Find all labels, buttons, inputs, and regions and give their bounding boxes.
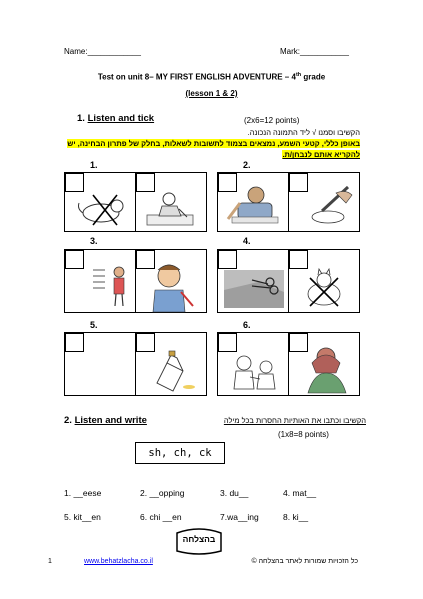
word-item-3[interactable]: 3. du__ — [220, 488, 249, 498]
picture-panel-4 — [217, 249, 360, 313]
panel-5-illustrations — [65, 333, 206, 395]
word-item-2[interactable]: 2. __opping — [140, 488, 185, 498]
item-label-4: 4. — [243, 236, 251, 246]
picture-panel-6 — [217, 332, 360, 396]
website-link[interactable]: www.behatzlacha.co.il — [84, 558, 153, 565]
item-label-6: 6. — [243, 320, 251, 330]
hand-with-pen-picture — [312, 187, 352, 223]
item-label-3: 3. — [90, 236, 98, 246]
boy-with-pencil-picture — [153, 265, 193, 312]
name-field-label: Name:____________ — [64, 47, 141, 56]
title-grade: grade — [301, 72, 326, 82]
mark-field-label: Mark:___________ — [280, 47, 349, 56]
item-label-1: 1. — [90, 160, 98, 170]
picture-panel-5 — [64, 332, 207, 396]
letter-options-box: sh, ch, ck — [135, 442, 225, 464]
panel-2-illustrations — [218, 173, 359, 231]
sleeping-dog-crossed-picture — [79, 195, 124, 225]
behatzlacha-logo — [174, 527, 224, 555]
word-item-6[interactable]: 6. chi __en — [140, 512, 182, 522]
word-item-4[interactable]: 4. mat__ — [283, 488, 317, 498]
word-item-8[interactable]: 8. ki__ — [283, 512, 309, 522]
picture-panel-3 — [64, 249, 207, 313]
item-label-5: 5. — [90, 320, 98, 330]
section1-note-line2: להקריא אותם לנבחן/ת. — [282, 150, 360, 159]
page-number: 1 — [48, 558, 52, 565]
picture-panel-2 — [217, 172, 360, 232]
word-item-5[interactable]: 5. kit__en — [64, 512, 101, 522]
panel-3-illustrations — [65, 250, 206, 312]
section2-number: 2. — [64, 415, 72, 426]
panel-6-illustrations — [218, 333, 359, 395]
picture-panel-1 — [64, 172, 207, 232]
logo-text: בהצלחה — [182, 534, 216, 544]
page-subtitle: (lesson 1 & 2) — [185, 89, 238, 98]
section2-title: Listen and write — [74, 415, 147, 426]
cat-crossed-picture — [308, 269, 340, 306]
section1-instruction: הקשיבו וסמנו √ ליד התמונה הנכונה. — [247, 128, 360, 137]
section1-note-line1: באופן כללי, קטעי השמע, נמצאים בצמוד לתשובות לשאלות, בחלק של פתרון הבחינה, יש — [67, 139, 360, 148]
title-superscript: th — [295, 72, 302, 78]
child-writing-picture — [147, 193, 193, 225]
copyright-notice: כל הזכויות שמורות לאתר בהצלחה © — [251, 558, 358, 565]
section1-heading — [77, 113, 154, 124]
children-playing-picture — [234, 356, 275, 389]
word-item-7[interactable]: 7.wa__ing — [220, 512, 259, 522]
girl-reading-list-picture — [93, 267, 124, 306]
item-label-2: 2. — [243, 160, 251, 170]
glue-bottle-picture — [157, 351, 195, 391]
section2-heading — [64, 415, 147, 426]
section2-instruction: הקשיבו וכתבו את האותיות החסרות בכל מילה — [223, 416, 366, 425]
section1-title: Listen and tick — [87, 113, 155, 124]
girl-with-doll-picture — [308, 348, 346, 393]
panel-4-illustrations — [218, 250, 359, 312]
section2-points: (1x8=8 points) — [278, 430, 329, 439]
word-item-1[interactable]: 1. __eese — [64, 488, 102, 498]
scissors-cutting-paper-picture — [224, 270, 284, 308]
title-main: Test on unit 8– MY FIRST ENGLISH ADVENTURE – 4 — [97, 72, 296, 82]
boy-writing-picture — [228, 187, 278, 223]
section1-number: 1. — [77, 113, 85, 124]
page-title — [0, 72, 423, 82]
panel-1-illustrations — [65, 173, 206, 231]
section1-points: (2x6=12 points) — [244, 116, 300, 125]
